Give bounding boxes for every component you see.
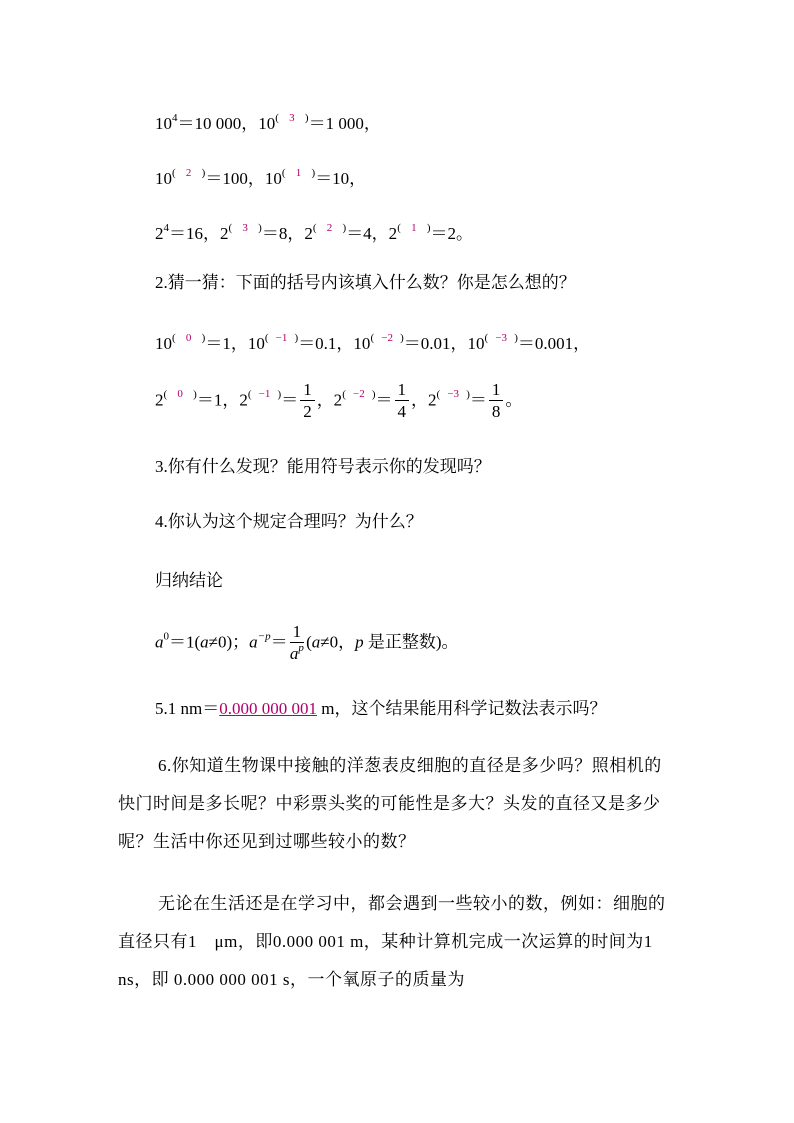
text: ＝1，2 bbox=[196, 390, 248, 410]
exponent: 4 bbox=[163, 222, 169, 234]
section-heading: 归纳结论 bbox=[155, 571, 223, 591]
fraction bbox=[395, 380, 410, 423]
question-2: 2.猜一猜：下面的括号内该填入什么数？你是怎么想的？ bbox=[155, 273, 576, 292]
line-powers-of-two: $2^4=16$，2( 3 )＝8，2( 2 )＝4，2( 1 )＝2。 bbox=[155, 217, 473, 245]
base: 10 bbox=[155, 169, 172, 188]
exponent: 0 bbox=[163, 630, 169, 643]
body-paragraph: 无论在生活还是在学习中，都会遇到一些较小的数，例如：细胞的直径只有1 μm，即0.000 001 m，某种计算机完成一次运算的时间为1 ns，即 0.000 000 001 s，一个氧原子的质量为 bbox=[118, 894, 666, 989]
text: 5.1 nm＝ bbox=[155, 699, 220, 718]
denominator: 8 bbox=[491, 402, 501, 421]
text: ＝2。 bbox=[430, 224, 474, 243]
base: 10 bbox=[155, 114, 172, 133]
answer-exponent: 2 bbox=[326, 222, 333, 234]
text: ＝10， bbox=[315, 169, 367, 188]
text: ＝0.001， bbox=[517, 334, 591, 353]
answer-exponent: 1 bbox=[295, 167, 302, 179]
base: 10 bbox=[155, 334, 172, 353]
text: ≠0)； bbox=[208, 632, 250, 652]
answer-value: 0.000 000 001 bbox=[219, 699, 317, 718]
base: 2 bbox=[155, 224, 164, 243]
line-powers-of-ten-2: 10( 2 )＝100，10( 1 )＝10， bbox=[155, 162, 366, 190]
answer-exponent: −3 bbox=[447, 388, 460, 401]
denominator: 2 bbox=[303, 402, 312, 421]
line-negative-powers-of-ten: 10( 0 )＝1，10( −1 )＝0.1，10( −2 )＝0.01，10( −3 )＝0.001， bbox=[155, 327, 590, 355]
text: ( bbox=[306, 632, 312, 652]
fraction bbox=[489, 380, 504, 423]
answer-exponent: −1 bbox=[258, 388, 271, 401]
text: ，2 bbox=[411, 390, 437, 410]
text: ，2 bbox=[316, 390, 343, 410]
line-negative-powers-of-two: 2( 0 )＝1，2( −1 )＝ $\frac{1}{2}$ ，2( −2 )＝ $\frac{1}{4}$ ，2( −3 )＝ $\frac{1}{8}$ 。 bbox=[155, 380, 523, 421]
answer-exponent: 2 bbox=[185, 167, 192, 179]
text: m，这个结果能用科学记数法表示吗？ bbox=[316, 699, 607, 718]
denominator: 4 bbox=[397, 402, 407, 421]
question-6: 6.你知道生物课中接触的洋葱表皮细胞的直径是多少吗？照相机的快门时间是多长呢？中彩票头奖的可能性是多大？头发的直径又是多少呢？生活中你还见到过哪些较小的数？ bbox=[118, 756, 662, 851]
text: ＝4，2 bbox=[346, 224, 398, 243]
text: ＝0.01，10 bbox=[403, 334, 485, 353]
text: ＝8，2 bbox=[261, 224, 313, 243]
text: ＝ bbox=[270, 632, 288, 652]
text: ＝100，10 bbox=[205, 169, 282, 188]
text: ＝0.1，10 bbox=[298, 334, 371, 353]
exponent: 4 bbox=[172, 112, 178, 124]
text: 。 bbox=[505, 390, 523, 410]
var: a bbox=[311, 632, 321, 652]
numerator: 1 bbox=[395, 380, 410, 401]
denominator bbox=[290, 643, 305, 665]
answer-exponent: −2 bbox=[353, 388, 365, 401]
text: ≠0， bbox=[320, 632, 356, 652]
fraction bbox=[290, 622, 305, 665]
numerator: 1 bbox=[300, 380, 315, 401]
base: 2 bbox=[155, 390, 164, 410]
text: ＝ bbox=[281, 390, 299, 410]
text: ＝ bbox=[469, 390, 487, 410]
answer-exponent: −1 bbox=[275, 332, 288, 344]
text: ＝1( bbox=[169, 632, 201, 652]
exponent: −p bbox=[257, 630, 271, 643]
text: ＝1 000， bbox=[308, 114, 381, 133]
var: p bbox=[355, 632, 364, 652]
fraction bbox=[300, 380, 315, 423]
answer-exponent: 1 bbox=[411, 222, 417, 234]
text: ＝1，10 bbox=[205, 334, 265, 353]
numerator: 1 bbox=[290, 622, 305, 643]
text: ＝16，2 bbox=[169, 224, 229, 243]
numerator: 1 bbox=[489, 380, 504, 401]
question-3: 3.你有什么发现？能用符号表示你的发现吗？ bbox=[155, 457, 491, 476]
var: a bbox=[289, 644, 299, 663]
answer-exponent: −3 bbox=[495, 332, 508, 344]
text: ＝10 000，10 bbox=[177, 114, 276, 133]
answer-exponent: 0 bbox=[185, 332, 192, 344]
conclusion-formula bbox=[155, 622, 459, 665]
answer-exponent: 3 bbox=[242, 222, 248, 234]
var: a bbox=[155, 632, 164, 652]
text: 是正整数)。 bbox=[363, 632, 459, 652]
answer-exponent: 3 bbox=[289, 112, 295, 124]
var: a bbox=[249, 632, 258, 652]
var: a bbox=[200, 632, 209, 652]
line-powers-of-ten-1: $10^4=10$ 000，10( 3 )＝1 000， bbox=[155, 107, 381, 135]
question-5 bbox=[155, 698, 606, 720]
text: ＝ bbox=[375, 390, 393, 410]
exponent: p bbox=[298, 642, 304, 654]
question-4: 4.你认为这个规定合理吗？为什么？ bbox=[155, 512, 423, 531]
answer-exponent: 0 bbox=[177, 388, 183, 401]
answer-exponent: −2 bbox=[381, 332, 393, 344]
